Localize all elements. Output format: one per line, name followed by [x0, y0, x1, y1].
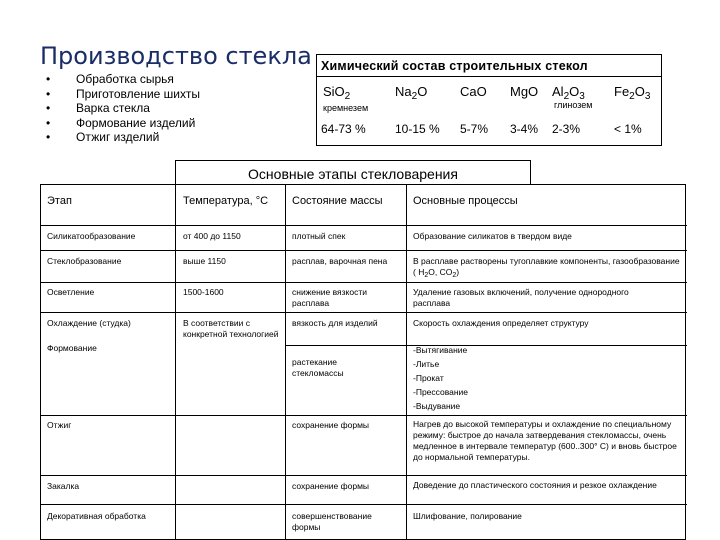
value-cell: 5-7%: [460, 122, 489, 136]
list-item: • Отжиг изделий: [46, 130, 200, 145]
oxide-na2o: $Na_2O$: [395, 84, 428, 102]
stage-cell: Закалка: [47, 481, 80, 491]
row-divider: [41, 282, 687, 283]
percent-row: [317, 118, 661, 144]
stage-cell: Стеклобразование: [47, 256, 122, 266]
process-list: [413, 343, 468, 413]
column-divider: [175, 185, 176, 540]
value-cell: 3-4%: [510, 122, 539, 136]
process-cell: Скорость охлаждения определяет структуру: [413, 318, 589, 328]
oxide-sio2: SiO$_2$ кремнезем: [323, 84, 369, 113]
oxide-row: [317, 78, 661, 116]
row-divider: [41, 225, 687, 226]
list-item: • Обработка сырья: [46, 72, 200, 87]
row-divider: [41, 250, 687, 251]
stage-cell: Силикатообразование: [47, 231, 136, 241]
row-divider: [41, 415, 687, 416]
process-cell: Доведение до пластического состояния и резкое охлаждение: [413, 480, 657, 490]
header-temp: Температура, °С: [183, 195, 269, 207]
oxide-note: кремнезем: [323, 103, 369, 113]
temp-cell: В соответствии с конкретной технологией: [183, 318, 279, 339]
chemical-composition-table: [316, 54, 662, 146]
header-stage: Этап: [47, 195, 72, 207]
state-cell: вязкость для изделий: [292, 318, 378, 328]
oxide-al2o3: $Al_2O_3$ глинозем: [552, 84, 593, 110]
process-cell: Нагрев до высокой температуры и охлаждение по специальному режиму: быстрое до начала затвердевания стекломассы, очень медленное в интервале температур (600..300° С) и вновь быстрое до нормальной температуры.: [413, 419, 677, 462]
process-cell: Удаление газовых включений, получение однородного расплава: [413, 287, 629, 308]
value-cell: 2-3%: [552, 122, 581, 136]
value-cell: 10-15 %: [395, 122, 440, 136]
list-item: -Вытягивание: [413, 345, 468, 355]
state-cell: сохранение формы: [292, 481, 370, 491]
row-divider: [41, 504, 687, 505]
stage-cell: Формование: [47, 343, 97, 353]
list-item: • Приготовление шихты: [46, 87, 200, 102]
stages-table: [40, 184, 686, 540]
temp-cell: от 400 до 1150: [183, 231, 241, 241]
oxide-note: глинозем: [554, 100, 593, 110]
row-divider: [286, 345, 687, 346]
list-item: -Литье: [413, 359, 440, 369]
temp-cell: выше 1150: [183, 256, 226, 266]
list-item: -Прокат: [413, 373, 444, 383]
stage-cell: Осветление: [47, 287, 95, 297]
stage-cell: Декоративная обработка: [47, 511, 146, 521]
stage-cell: Отжиг: [47, 420, 72, 430]
page-title: Производство стекла: [40, 42, 312, 70]
oxide-fe2o3: $Fe_2O_3$: [614, 84, 651, 102]
process-cell: Шлифование, полирование: [413, 511, 522, 521]
state-cell: растекание стекломассы: [292, 357, 344, 378]
oxide-mgo: MgO: [510, 84, 539, 99]
temp-cell: 1500-1600: [183, 287, 224, 297]
oxide-cao: CaO: [460, 84, 487, 99]
header-process: Основные процессы: [413, 195, 518, 207]
state-cell: снижение вязкости расплава: [292, 287, 367, 308]
row-divider: [41, 312, 687, 313]
state-cell: расплав, варочная пена: [292, 256, 388, 266]
state-cell: плотный спек: [292, 231, 346, 241]
column-divider: [285, 185, 286, 540]
list-item: -Прессование: [413, 387, 469, 397]
row-divider: [41, 475, 687, 476]
value-cell: 64-73 %: [321, 122, 366, 136]
process-cell: В расплаве растворены тугоплавкие компоненты, газообразование ( $H_2O$, $CO_2$): [413, 256, 680, 279]
list-item: • Формование изделий: [46, 116, 200, 131]
production-steps-list: [46, 72, 200, 145]
chem-table-title: Химический состав строительных стекол: [317, 55, 661, 77]
state-cell: сохранение формы: [292, 420, 370, 430]
state-cell: совершенствование формы: [292, 511, 372, 532]
stage-cell: Охлаждение (студка): [47, 318, 131, 328]
process-cell: Образование силикатов в твердом виде: [413, 231, 572, 241]
value-cell: < 1%: [614, 122, 642, 136]
list-item: • Варка стекла: [46, 101, 200, 116]
stages-title: Основные этапы стекловарения: [175, 160, 531, 184]
header-state: Состояние массы: [292, 195, 383, 207]
column-divider: [406, 185, 407, 540]
list-item: -Выдувание: [413, 401, 461, 411]
